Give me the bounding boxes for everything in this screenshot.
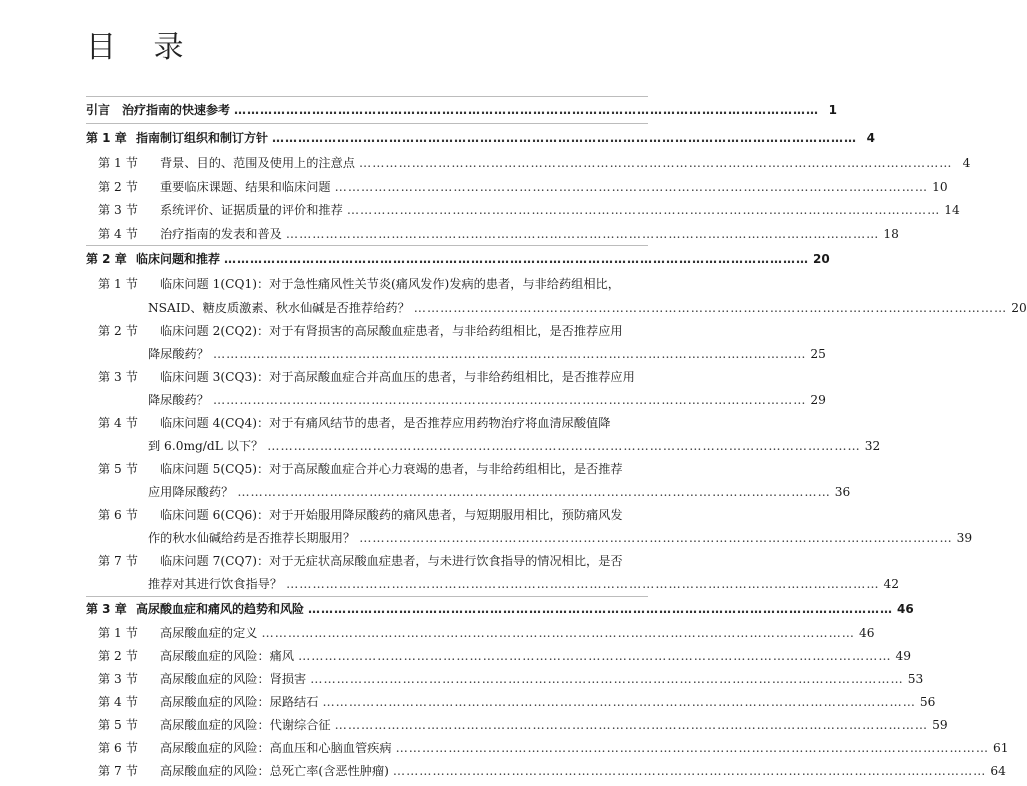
entry-title: 临床问题 4(CQ4)：对于有痛风结节的患者，是否推荐应用药物治疗将血清尿酸值降 <box>160 416 611 430</box>
toc-entry-continuation[interactable] <box>148 482 851 502</box>
leader-dots: ……………………………………………………………………………………………………………………… <box>224 252 810 266</box>
entry-label: 第 1 章 <box>86 131 127 145</box>
entry-title: 临床问题和推荐 <box>136 252 221 266</box>
toc-entry-section[interactable] <box>86 669 924 689</box>
entry-title: 重要临床课题、结果和临床问题 <box>160 180 331 194</box>
divider <box>86 245 648 246</box>
toc-entry-section[interactable] <box>86 367 648 387</box>
toc-entry-continuation[interactable] <box>148 390 826 410</box>
leader-dots: ……………………………………………………………………………………………………………………… <box>272 131 858 145</box>
toc-entry-section[interactable] <box>86 738 1009 758</box>
entry-title: 临床问题 2(CQ2)：对于有肾损害的高尿酸血症患者，与非给药组相比，是否推荐应用 <box>160 324 623 338</box>
entry-label: 第 1 节 <box>98 626 138 640</box>
entry-label: 第 7 节 <box>98 554 138 568</box>
entry-label: 第 4 节 <box>98 695 138 709</box>
entry-title: 临床问题 1(CQ1)：对于急性痛风性关节炎(痛风发作)发病的患者，与非给药组相比， <box>160 277 620 291</box>
entry-page: 42 <box>883 577 900 591</box>
toc-entry-section[interactable] <box>86 413 648 433</box>
toc-entry-section[interactable] <box>86 200 960 220</box>
leader-dots: ……………………………………………………………………………………………………………………… <box>261 626 855 640</box>
toc-entry-section[interactable] <box>86 505 648 525</box>
entry-title-line2: 应用降尿酸药？ <box>148 485 234 499</box>
divider <box>86 596 648 597</box>
entry-page: 25 <box>810 347 826 361</box>
entry-label: 第 6 节 <box>98 741 138 755</box>
entry-label: 第 3 节 <box>98 203 138 217</box>
leader-dots: ……………………………………………………………………………………………………………………… <box>334 180 929 194</box>
toc-entry-section[interactable] <box>86 224 899 244</box>
entry-label: 第 3 节 <box>98 672 138 686</box>
toc-entry-section[interactable] <box>86 761 1006 781</box>
entry-page: 64 <box>990 764 1006 778</box>
leader-dots: ……………………………………………………………………………………………………………………… <box>308 602 894 616</box>
divider <box>86 96 648 97</box>
entry-page: 10 <box>932 180 948 194</box>
leader-dots: ……………………………………………………………………………………………………………………… <box>310 672 904 686</box>
toc-entry-section[interactable] <box>86 177 948 197</box>
toc-entry-section[interactable] <box>86 153 971 173</box>
leader-dots: ……………………………………………………………………………………………………………………… <box>285 227 880 241</box>
entry-title: 临床问题 7(CQ7)：对于无症状高尿酸血症患者，与未进行饮食指导的情况相比，是否 <box>160 554 623 568</box>
entry-page: 49 <box>895 649 912 663</box>
leader-dots: ……………………………………………………………………………………………………………………… <box>234 103 820 117</box>
entry-title: 临床问题 3(CQ3)：对于高尿酸血症合并高血压的患者，与非给药组相比，是否推荐应用 <box>160 370 635 384</box>
divider <box>86 123 648 124</box>
entry-label: 第 2 节 <box>98 649 138 663</box>
entry-label: 第 1 节 <box>98 156 138 170</box>
toc-entry-section[interactable] <box>86 623 875 643</box>
leader-dots: ……………………………………………………………………………………………………………………… <box>267 439 861 453</box>
entry-title: 临床问题 5(CQ5)：对于高尿酸血症合并心力衰竭的患者，与非给药组相比，是否推荐 <box>160 462 623 476</box>
toc-entry-section[interactable] <box>86 551 648 571</box>
entry-title-line2: 推荐对其进行饮食指导？ <box>148 577 283 591</box>
entry-page: 29 <box>810 393 826 407</box>
leader-dots: ……………………………………………………………………………………………………………………… <box>237 485 831 499</box>
leader-dots: ……………………………………………………………………………………………………………………… <box>286 577 880 591</box>
toc-entry-continuation[interactable] <box>148 298 1027 318</box>
entry-title: 高尿酸血症的风险：代谢综合征 <box>160 718 331 732</box>
entry-title: 高尿酸血症的风险：肾损害 <box>160 672 307 686</box>
toc-entry-chapter-2[interactable] <box>86 249 830 269</box>
entry-label: 第 2 节 <box>98 324 138 338</box>
entry-page: 56 <box>919 695 936 709</box>
entry-title-line2: NSAID、糖皮质激素、秋水仙碱是否推荐给药？ <box>148 301 410 315</box>
entry-title: 治疗指南的发表和普及 <box>160 227 282 241</box>
entry-label: 第 2 节 <box>98 180 138 194</box>
entry-page: 4 <box>962 156 971 170</box>
entry-page: 20 <box>1011 301 1027 315</box>
entry-page: 4 <box>866 131 876 145</box>
entry-page: 53 <box>907 672 924 686</box>
entry-label: 第 5 节 <box>98 462 138 476</box>
entry-title: 治疗指南的快速参考 <box>122 103 231 117</box>
entry-label: 第 6 节 <box>98 508 138 522</box>
leader-dots: ……………………………………………………………………………………………………………………… <box>413 301 1008 315</box>
entry-page: 18 <box>883 227 899 241</box>
entry-label: 第 3 章 <box>86 602 127 616</box>
leader-dots: ……………………………………………………………………………………………………………………… <box>359 531 953 545</box>
entry-page: 39 <box>956 531 973 545</box>
entry-page: 1 <box>828 103 838 117</box>
leader-dots: ……………………………………………………………………………………………………………………… <box>392 764 987 778</box>
entry-title-line2: 降尿酸药？ <box>148 393 209 407</box>
entry-title: 高尿酸血症和痛风的趋势和风险 <box>136 602 305 616</box>
leader-dots: ……………………………………………………………………………………………………………………… <box>322 695 916 709</box>
entry-page: 61 <box>993 741 1009 755</box>
toc-entry-section[interactable] <box>86 459 648 479</box>
entry-title: 背景、目的、范围及使用上的注意点 <box>160 156 355 170</box>
leader-dots: ……………………………………………………………………………………………………………………… <box>359 156 953 170</box>
toc-entry-section[interactable] <box>86 646 912 666</box>
leader-dots: ……………………………………………………………………………………………………………………… <box>212 393 807 407</box>
entry-label: 引言 <box>86 103 111 117</box>
entry-title: 临床问题 6(CQ6)：对于开始服用降尿酸药的痛风患者，与短期服用相比，预防痛风发 <box>160 508 623 522</box>
toc-entry-chapter-3[interactable] <box>86 599 914 619</box>
entry-label: 第 4 节 <box>98 227 138 241</box>
entry-label: 第 2 章 <box>86 252 127 266</box>
toc-entry-continuation[interactable] <box>148 528 973 548</box>
entry-label: 第 7 节 <box>98 764 138 778</box>
toc-entry-section[interactable] <box>86 274 648 294</box>
entry-title: 系统评价、证据质量的评价和推荐 <box>160 203 343 217</box>
entry-title: 高尿酸血症的风险：高血压和心脑血管疾病 <box>160 741 392 755</box>
entry-page: 59 <box>932 718 948 732</box>
entry-page: 36 <box>834 485 851 499</box>
entry-title: 指南制订组织和制订方针 <box>136 131 269 145</box>
toc-entry-intro[interactable] <box>86 100 838 120</box>
toc-entry-section[interactable] <box>86 692 936 712</box>
entry-page: 20 <box>813 252 830 266</box>
toc-entry-continuation[interactable] <box>148 574 900 594</box>
entry-label: 第 1 节 <box>98 277 138 291</box>
entry-title: 高尿酸血症的风险：尿路结石 <box>160 695 319 709</box>
leader-dots: ……………………………………………………………………………………………………………………… <box>212 347 807 361</box>
entry-title: 高尿酸血症的风险：痛风 <box>160 649 295 663</box>
toc-entry-section[interactable] <box>86 321 648 341</box>
entry-page: 46 <box>858 626 875 640</box>
entry-label: 第 3 节 <box>98 370 138 384</box>
leader-dots: ……………………………………………………………………………………………………………………… <box>298 649 892 663</box>
leader-dots: ……………………………………………………………………………………………………………………… <box>334 718 929 732</box>
toc-entry-continuation[interactable] <box>148 436 881 456</box>
entry-label: 第 5 节 <box>98 718 138 732</box>
toc-entry-continuation[interactable] <box>148 344 826 364</box>
toc-entry-chapter-1[interactable] <box>86 128 876 148</box>
entry-page: 46 <box>897 602 914 616</box>
entry-page: 14 <box>944 203 960 217</box>
entry-title-line2: 作的秋水仙碱给药是否推荐长期服用？ <box>148 531 356 545</box>
entry-title-line2: 降尿酸药？ <box>148 347 209 361</box>
entry-title-line2: 到 6.0mg/dL 以下？ <box>148 439 264 453</box>
entry-title: 高尿酸血症的定义 <box>160 626 258 640</box>
leader-dots: ……………………………………………………………………………………………………………………… <box>346 203 941 217</box>
leader-dots: ……………………………………………………………………………………………………………………… <box>395 741 989 755</box>
entry-page: 32 <box>864 439 881 453</box>
page-title: 目 录 <box>86 30 198 65</box>
toc-entry-section[interactable] <box>86 715 948 735</box>
entry-label: 第 4 节 <box>98 416 138 430</box>
entry-title: 高尿酸血症的风险：总死亡率(含恶性肿瘤) <box>160 764 389 778</box>
